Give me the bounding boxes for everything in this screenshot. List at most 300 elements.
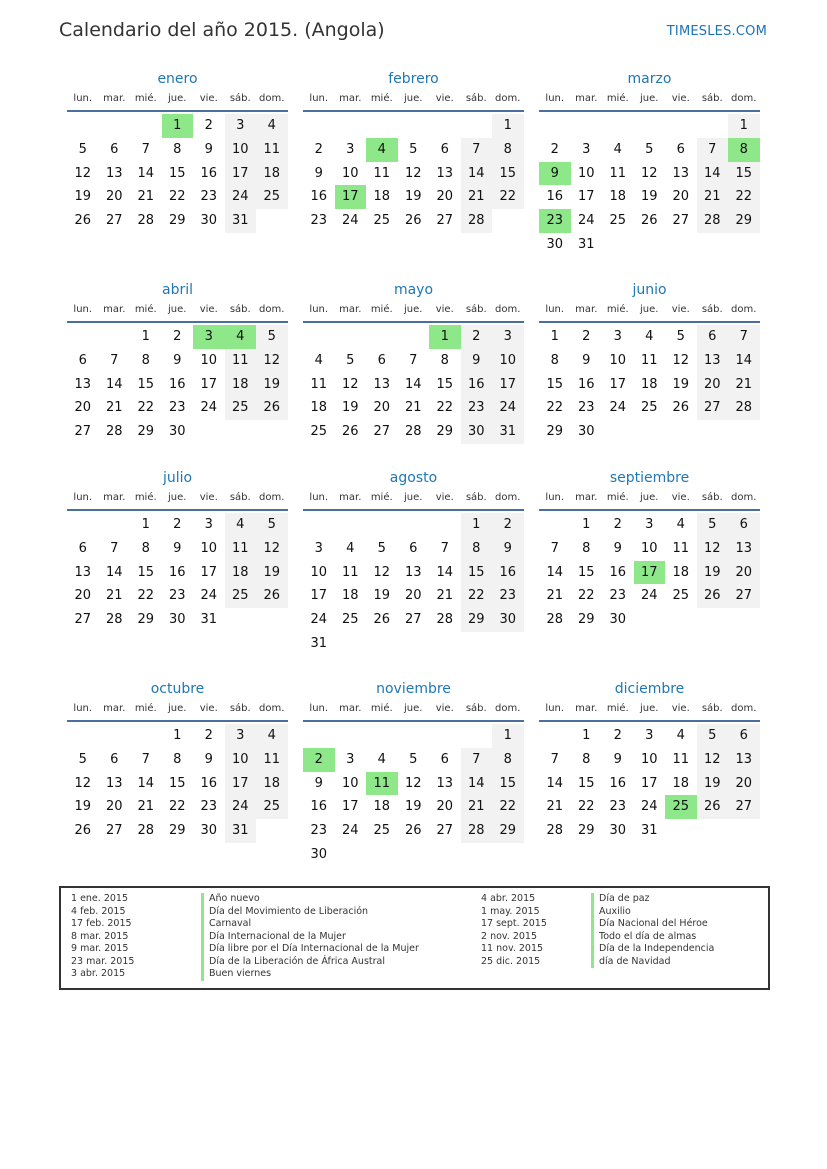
day-cell: 6 <box>377 352 386 368</box>
day-cell: 22 <box>461 584 493 608</box>
day-grid <box>67 325 288 444</box>
day-cell: 28 <box>461 819 493 843</box>
weekday-header <box>303 90 524 112</box>
weekday-label: mié. <box>134 703 157 714</box>
day-cell: 17 <box>200 376 218 392</box>
empty-cell <box>303 325 335 349</box>
day-cell: 22 <box>436 400 454 416</box>
day-cell: 21 <box>546 588 564 604</box>
day-cell: 26 <box>404 823 422 839</box>
day-cell: 22 <box>492 185 524 209</box>
day-cell: 8 <box>582 751 591 767</box>
day-cell: 10 <box>341 775 359 791</box>
day-cell: 11 <box>256 138 288 162</box>
day-cell: 20 <box>728 772 760 796</box>
weekday-label: lun. <box>309 492 329 503</box>
weekday-header <box>303 489 524 511</box>
day-cell: 17 <box>225 162 257 186</box>
day-cell: 26 <box>697 795 729 819</box>
day-cell: 1 <box>461 513 493 537</box>
empty-cell <box>99 325 131 349</box>
day-cell: 31 <box>640 823 658 839</box>
holiday-dates-left <box>71 893 134 981</box>
weekday-label: vie. <box>199 492 218 503</box>
day-cell: 4 <box>645 329 654 344</box>
day-cell: 27 <box>672 213 690 229</box>
day-cell: 10 <box>200 352 218 368</box>
day-cell: 15 <box>492 162 524 186</box>
weekday-header <box>539 301 760 323</box>
day-cell: 24 <box>341 213 359 229</box>
weekday-label: sáb. <box>229 703 251 714</box>
empty-cell <box>303 724 335 748</box>
weekday-label: dom. <box>495 703 521 714</box>
day-cell: 22 <box>728 185 760 209</box>
day-grid <box>303 724 524 867</box>
weekday-label: mar. <box>575 703 598 714</box>
day-grid <box>67 513 288 632</box>
holiday-date: 2 nov. 2015 <box>481 930 537 942</box>
day-cell: 3 <box>645 517 654 532</box>
day-cell: 20 <box>404 588 422 604</box>
day-cell: 6 <box>440 141 449 157</box>
holiday-date: 3 abr. 2015 <box>71 968 126 979</box>
day-cell: 10 <box>225 138 257 162</box>
day-cell: 8 <box>173 751 182 767</box>
day-cell: 5 <box>78 141 87 157</box>
weekday-label: mié. <box>606 304 629 315</box>
month-name: enero <box>157 71 198 87</box>
day-cell: 21 <box>137 799 155 815</box>
day-cell: 3 <box>225 114 257 138</box>
day-cell: 2 <box>204 118 213 133</box>
weekday-label: sáb. <box>701 93 723 104</box>
empty-cell <box>539 114 571 138</box>
month-name: octubre <box>150 681 205 697</box>
weekday-label: vie. <box>435 93 454 104</box>
day-cell: 11 <box>640 352 658 368</box>
day-cell: 10 <box>492 349 524 373</box>
day-cell: 18 <box>256 772 288 796</box>
day-cell: 14 <box>546 775 564 791</box>
empty-cell <box>67 325 99 349</box>
day-cell: 27 <box>404 612 422 628</box>
day-cell: 14 <box>728 349 760 373</box>
day-cell: 6 <box>697 325 729 349</box>
day-cell: 4 <box>314 352 323 368</box>
day-cell: 28 <box>461 209 493 233</box>
weekday-label: mié. <box>370 492 393 503</box>
weekday-label: jue. <box>640 93 659 104</box>
day-cell: 16 <box>200 775 218 791</box>
day-cell: 22 <box>546 400 564 416</box>
day-cell: 24 <box>492 396 524 420</box>
day-cell: 26 <box>74 823 92 839</box>
weekday-label: lun. <box>545 703 565 714</box>
holiday-day: 9 <box>539 162 571 186</box>
weekday-label: lun. <box>545 93 565 104</box>
weekday-label: mié. <box>606 492 629 503</box>
empty-cell <box>99 724 131 748</box>
day-cell: 14 <box>137 165 155 181</box>
day-cell: 5 <box>256 325 288 349</box>
weekday-label: jue. <box>168 93 187 104</box>
month-name: abril <box>161 282 193 298</box>
month-name: julio <box>162 470 193 486</box>
weekday-label: jue. <box>640 304 659 315</box>
day-cell: 11 <box>672 751 690 767</box>
holiday-dates-right <box>481 893 547 968</box>
day-cell: 29 <box>137 424 155 440</box>
day-cell: 27 <box>105 213 123 229</box>
day-cell: 14 <box>436 564 454 580</box>
day-cell: 31 <box>225 209 257 233</box>
day-cell: 9 <box>173 540 182 556</box>
holiday-day: 4 <box>366 138 398 162</box>
day-cell: 24 <box>577 213 595 229</box>
weekday-label: vie. <box>199 703 218 714</box>
empty-cell <box>303 114 335 138</box>
day-cell: 18 <box>672 564 690 580</box>
weekday-label: mar. <box>103 93 126 104</box>
day-cell: 21 <box>105 400 123 416</box>
day-cell: 6 <box>78 352 87 368</box>
day-grid <box>539 513 760 632</box>
day-cell: 1 <box>728 114 760 138</box>
day-cell: 13 <box>74 564 92 580</box>
holiday-day: 1 <box>429 325 461 349</box>
day-cell: 2 <box>173 329 182 344</box>
day-cell: 1 <box>582 517 591 532</box>
day-cell: 10 <box>577 165 595 181</box>
weekday-label: mié. <box>370 703 393 714</box>
day-cell: 18 <box>373 799 391 815</box>
day-cell: 24 <box>310 612 328 628</box>
day-cell: 20 <box>436 799 454 815</box>
empty-cell <box>398 325 430 349</box>
day-cell: 31 <box>310 635 328 651</box>
day-cell: 30 <box>200 823 218 839</box>
day-cell: 1 <box>141 329 150 344</box>
day-cell: 17 <box>640 775 658 791</box>
day-cell: 6 <box>676 141 685 157</box>
day-cell: 5 <box>256 513 288 537</box>
day-cell: 17 <box>492 373 524 397</box>
day-cell: 19 <box>404 189 422 205</box>
weekday-label: dom. <box>495 492 521 503</box>
empty-cell <box>461 114 493 138</box>
weekday-label: sáb. <box>701 304 723 315</box>
holiday-name: Año nuevo <box>201 893 419 906</box>
day-cell: 30 <box>200 213 218 229</box>
empty-cell <box>398 513 430 537</box>
day-cell: 14 <box>137 775 155 791</box>
day-cell: 17 <box>577 189 595 205</box>
weekday-label: dom. <box>731 93 757 104</box>
day-cell: 18 <box>225 561 257 585</box>
day-cell: 4 <box>377 751 386 767</box>
weekday-label: mar. <box>339 93 362 104</box>
day-cell: 29 <box>577 823 595 839</box>
holiday-day: 4 <box>225 325 257 349</box>
holiday-name: Día de la Liberación de África Austral <box>201 956 419 969</box>
empty-cell <box>67 513 99 537</box>
month-febrero <box>303 68 524 233</box>
day-cell: 12 <box>74 775 92 791</box>
day-cell: 15 <box>546 376 564 392</box>
day-cell: 21 <box>461 795 493 819</box>
day-cell: 15 <box>137 564 155 580</box>
empty-cell <box>99 114 131 138</box>
day-cell: 12 <box>256 349 288 373</box>
empty-cell <box>398 114 430 138</box>
weekday-header <box>67 700 288 722</box>
day-cell: 24 <box>640 799 658 815</box>
day-cell: 23 <box>200 189 218 205</box>
day-grid <box>303 513 524 656</box>
empty-cell <box>130 724 162 748</box>
day-cell: 8 <box>461 537 493 561</box>
day-cell: 21 <box>461 185 493 209</box>
weekday-label: jue. <box>640 703 659 714</box>
day-cell: 8 <box>141 352 150 368</box>
day-cell: 3 <box>582 141 591 157</box>
weekday-label: jue. <box>404 703 423 714</box>
day-cell: 13 <box>74 376 92 392</box>
day-cell: 7 <box>409 352 418 368</box>
day-cell: 15 <box>137 376 155 392</box>
day-cell: 21 <box>137 189 155 205</box>
weekday-label: vie. <box>199 93 218 104</box>
day-cell: 19 <box>373 588 391 604</box>
day-cell: 23 <box>492 584 524 608</box>
day-cell: 15 <box>728 162 760 186</box>
day-cell: 1 <box>173 728 182 743</box>
day-cell: 4 <box>346 540 355 556</box>
day-cell: 10 <box>640 751 658 767</box>
day-cell: 18 <box>373 189 391 205</box>
holiday-day: 17 <box>634 561 666 585</box>
holiday-date: 1 ene. 2015 <box>71 893 128 904</box>
empty-cell <box>429 114 461 138</box>
day-cell: 28 <box>137 213 155 229</box>
weekday-header <box>67 90 288 112</box>
empty-cell <box>461 724 493 748</box>
day-cell: 12 <box>697 537 729 561</box>
holiday-date: 9 mar. 2015 <box>71 943 129 954</box>
day-cell: 11 <box>672 540 690 556</box>
day-cell: 2 <box>582 329 591 344</box>
day-cell: 25 <box>256 185 288 209</box>
weekday-label: lun. <box>73 93 93 104</box>
day-cell: 27 <box>105 823 123 839</box>
empty-cell <box>634 114 666 138</box>
weekday-label: sáb. <box>229 93 251 104</box>
holiday-date: 4 feb. 2015 <box>71 905 126 917</box>
holiday-name: Carnaval <box>201 918 419 931</box>
day-grid <box>539 114 760 257</box>
holiday-day: 23 <box>539 209 571 233</box>
day-cell: 25 <box>341 612 359 628</box>
day-cell: 19 <box>341 400 359 416</box>
weekday-label: lun. <box>73 703 93 714</box>
weekday-label: jue. <box>404 304 423 315</box>
holiday-names-left <box>201 893 419 981</box>
day-cell: 9 <box>613 540 622 556</box>
day-cell: 2 <box>314 141 323 157</box>
day-cell: 3 <box>346 141 355 157</box>
weekday-label: mar. <box>339 703 362 714</box>
day-cell: 2 <box>550 141 559 157</box>
month-name: diciembre <box>614 681 685 697</box>
day-cell: 7 <box>461 748 493 772</box>
weekday-label: vie. <box>671 304 690 315</box>
day-cell: 31 <box>200 612 218 628</box>
day-cell: 15 <box>461 561 493 585</box>
day-cell: 25 <box>672 588 690 604</box>
weekday-label: dom. <box>731 304 757 315</box>
day-cell: 8 <box>582 540 591 556</box>
day-cell: 23 <box>200 799 218 815</box>
day-cell: 4 <box>676 517 685 532</box>
month-mayo <box>303 279 524 444</box>
day-cell: 3 <box>613 329 622 344</box>
empty-cell <box>99 513 131 537</box>
holiday-date: 25 dic. 2015 <box>481 955 541 967</box>
weekday-label: sáb. <box>701 492 723 503</box>
day-cell: 26 <box>256 584 288 608</box>
day-cell: 15 <box>436 376 454 392</box>
day-cell: 22 <box>168 189 186 205</box>
day-cell: 29 <box>461 608 493 632</box>
weekday-label: jue. <box>404 492 423 503</box>
day-cell: 22 <box>577 799 595 815</box>
empty-cell <box>366 724 398 748</box>
day-cell: 24 <box>640 588 658 604</box>
day-cell: 7 <box>550 751 559 767</box>
day-cell: 10 <box>200 540 218 556</box>
day-cell: 1 <box>492 114 524 138</box>
weekday-label: sáb. <box>465 703 487 714</box>
weekday-header <box>303 301 524 323</box>
day-cell: 17 <box>225 772 257 796</box>
weekday-label: jue. <box>404 93 423 104</box>
weekday-label: mar. <box>103 304 126 315</box>
weekday-label: sáb. <box>465 304 487 315</box>
day-cell: 2 <box>613 728 622 743</box>
day-cell: 30 <box>168 612 186 628</box>
weekday-label: lun. <box>73 492 93 503</box>
day-cell: 9 <box>204 751 213 767</box>
day-cell: 6 <box>409 540 418 556</box>
day-cell: 6 <box>728 513 760 537</box>
month-enero <box>67 68 288 233</box>
weekday-label: sáb. <box>701 703 723 714</box>
holiday-day: 1 <box>162 114 194 138</box>
day-cell: 18 <box>256 162 288 186</box>
holiday-name: Todo el día de almas <box>591 931 714 944</box>
brand-link[interactable]: TIMESLES.COM <box>666 24 767 39</box>
weekday-label: vie. <box>199 304 218 315</box>
day-cell: 18 <box>310 400 328 416</box>
month-name: mayo <box>393 282 434 298</box>
day-cell: 13 <box>404 564 422 580</box>
weekday-label: lun. <box>545 304 565 315</box>
empty-cell <box>67 724 99 748</box>
day-cell: 14 <box>546 564 564 580</box>
holiday-list <box>59 886 770 990</box>
weekday-label: lun. <box>309 703 329 714</box>
day-cell: 7 <box>141 141 150 157</box>
day-cell: 9 <box>492 537 524 561</box>
day-cell: 11 <box>225 349 257 373</box>
empty-cell <box>335 325 367 349</box>
day-cell: 19 <box>404 799 422 815</box>
day-cell: 30 <box>492 608 524 632</box>
holiday-name: Día Internacional de la Mujer <box>201 931 419 944</box>
weekday-label: dom. <box>259 703 285 714</box>
day-cell: 25 <box>225 396 257 420</box>
weekday-label: vie. <box>671 703 690 714</box>
day-cell: 5 <box>346 352 355 368</box>
month-agosto <box>303 467 524 656</box>
day-cell: 5 <box>645 141 654 157</box>
day-cell: 8 <box>550 352 559 368</box>
day-cell: 21 <box>404 400 422 416</box>
holiday-names-right <box>591 893 714 968</box>
weekday-label: dom. <box>495 93 521 104</box>
day-cell: 7 <box>110 540 119 556</box>
day-cell: 28 <box>404 424 422 440</box>
weekday-label: dom. <box>259 93 285 104</box>
day-cell: 28 <box>697 209 729 233</box>
day-cell: 24 <box>225 795 257 819</box>
holiday-day: 17 <box>335 185 367 209</box>
day-cell: 23 <box>168 588 186 604</box>
day-cell: 29 <box>492 819 524 843</box>
day-cell: 27 <box>728 584 760 608</box>
day-cell: 11 <box>341 564 359 580</box>
day-cell: 5 <box>676 329 685 344</box>
weekday-label: sáb. <box>229 492 251 503</box>
day-cell: 21 <box>546 799 564 815</box>
day-cell: 9 <box>314 775 323 791</box>
day-cell: 16 <box>546 189 564 205</box>
day-cell: 6 <box>728 724 760 748</box>
day-cell: 20 <box>672 189 690 205</box>
day-cell: 29 <box>168 823 186 839</box>
weekday-label: mar. <box>339 492 362 503</box>
day-cell: 28 <box>546 612 564 628</box>
day-cell: 18 <box>341 588 359 604</box>
day-cell: 9 <box>204 141 213 157</box>
day-cell: 26 <box>341 424 359 440</box>
weekday-label: mar. <box>339 304 362 315</box>
weekday-label: sáb. <box>229 304 251 315</box>
day-cell: 28 <box>105 424 123 440</box>
day-cell: 12 <box>640 165 658 181</box>
day-cell: 14 <box>105 564 123 580</box>
weekday-label: jue. <box>168 492 187 503</box>
day-cell: 14 <box>404 376 422 392</box>
day-cell: 23 <box>609 588 627 604</box>
day-cell: 21 <box>697 185 729 209</box>
day-cell: 23 <box>310 213 328 229</box>
weekday-label: vie. <box>435 304 454 315</box>
weekday-label: vie. <box>671 93 690 104</box>
day-cell: 6 <box>110 751 119 767</box>
day-cell: 11 <box>225 537 257 561</box>
